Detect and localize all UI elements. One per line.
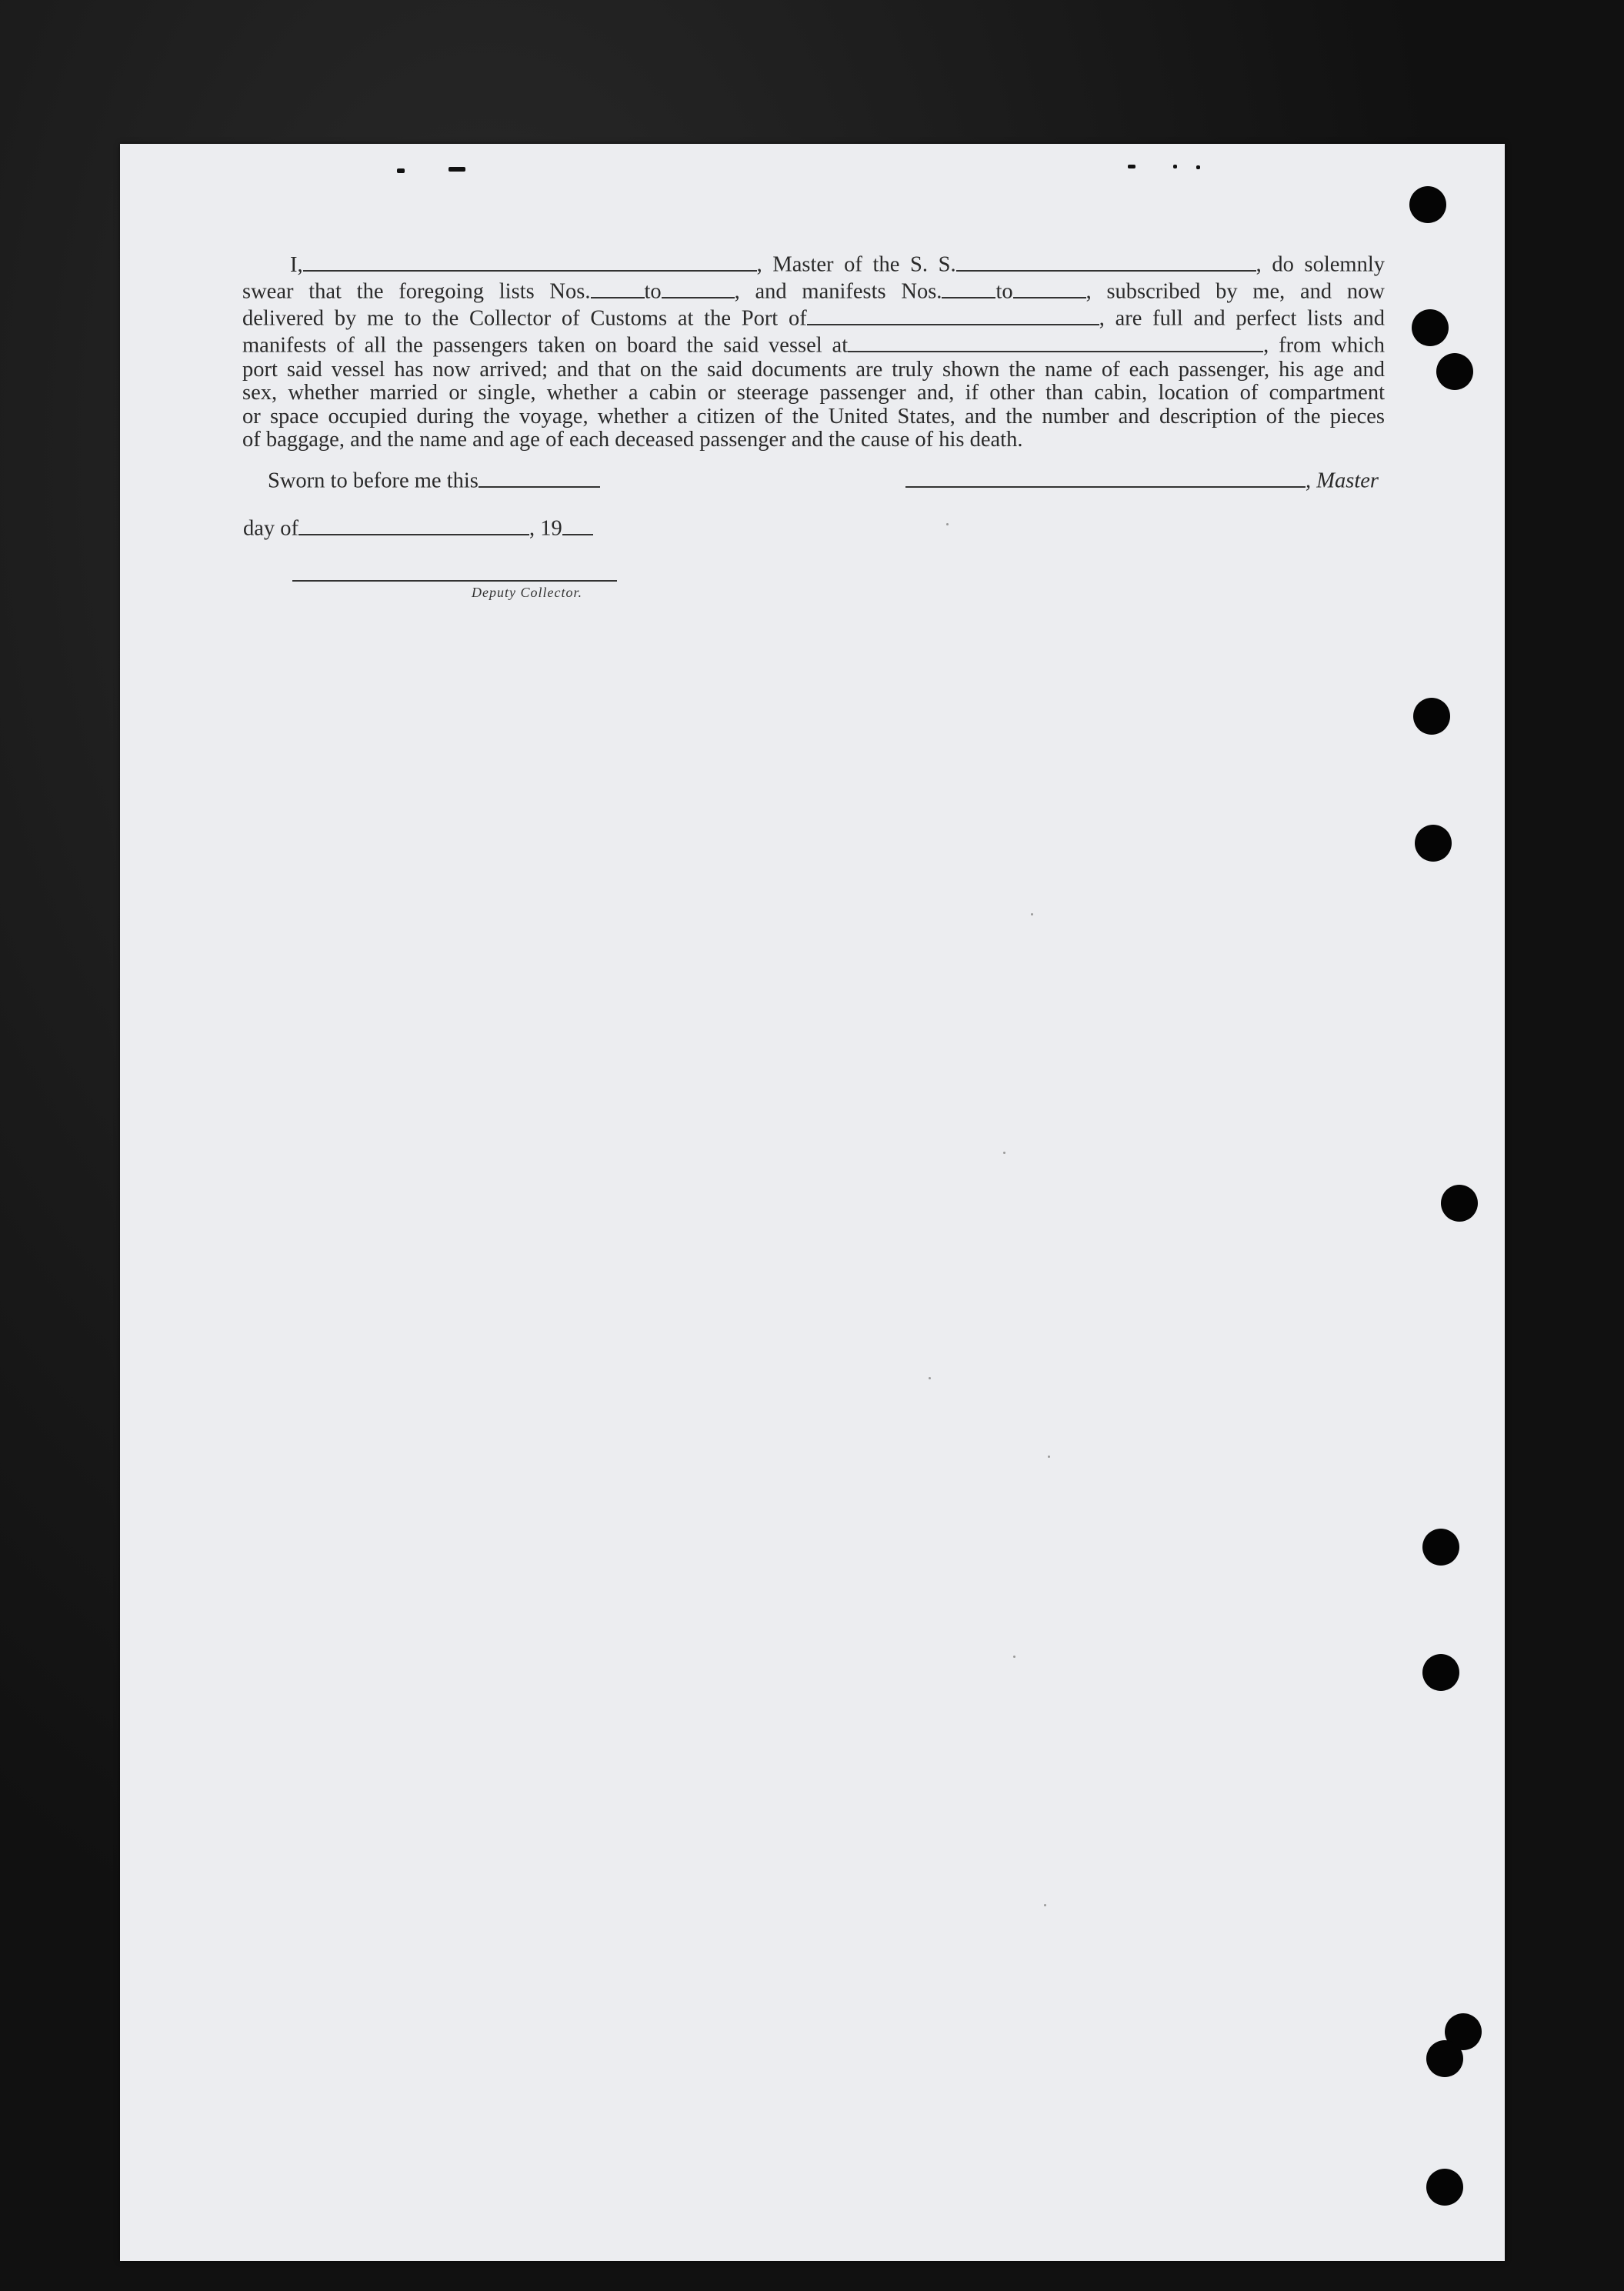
manifests-to-blank [1013, 277, 1086, 298]
oath-text: I, [290, 252, 303, 277]
oath-line-3 [242, 304, 1385, 331]
oath-text: , subscribed by me, and now [1085, 279, 1385, 304]
oath-text: manifests of all the passengers taken on board the said vessel at [242, 334, 849, 358]
paper-speck [1013, 1656, 1015, 1658]
year-label: , 19 [529, 516, 562, 541]
oath-text: swear that the foregoing lists Nos. [242, 279, 591, 304]
master-signature-row [905, 466, 1379, 494]
manifest-form-page [120, 144, 1505, 2261]
sworn-label: Sworn to before me this [268, 469, 479, 493]
sworn-date-blank [479, 466, 600, 488]
ship-name-blank [956, 250, 1256, 272]
ink-mark [1128, 165, 1135, 168]
oath-line-6: sex, whether married or single, whether a cabin or steerage passenger and, if other than cabin, location of compartment [242, 381, 1385, 405]
day-row [243, 514, 593, 542]
punch-hole-icon [1426, 2169, 1463, 2206]
oath-line-7: or space occupied during the voyage, whether a citizen of the United States, and the number and description of the pieces [242, 404, 1385, 429]
oath-text: to [995, 279, 1013, 304]
paper-speck [1048, 1456, 1050, 1458]
port-blank [807, 304, 1099, 325]
manifests-from-blank [942, 277, 995, 298]
oath-text: , do solemnly [1256, 252, 1385, 277]
ink-mark [1173, 165, 1177, 168]
oath-text: , from which [1263, 334, 1385, 358]
deputy-collector-caption: Deputy Collector. [472, 585, 582, 600]
master-signature-blank [905, 466, 1306, 488]
punch-hole-icon [1409, 186, 1446, 223]
punch-hole-icon [1415, 825, 1452, 862]
punch-hole-icon [1413, 698, 1450, 735]
oath-text: , are full and perfect lists and [1099, 306, 1386, 331]
punch-hole-icon [1422, 1529, 1459, 1566]
punch-hole-icon [1441, 1185, 1478, 1222]
master-name-blank [303, 250, 757, 272]
oath-line-2 [242, 277, 1385, 304]
ink-mark [397, 168, 405, 173]
paper-speck [1031, 913, 1033, 915]
oath-text: , and manifests Nos. [734, 279, 942, 304]
year-blank [562, 514, 593, 535]
oath-text: , Master of the S. S. [756, 252, 956, 277]
paper-speck [1044, 1904, 1046, 1906]
sworn-row [268, 466, 600, 494]
oath-line-1 [242, 250, 1385, 277]
deputy-signature-line [292, 580, 617, 582]
oath-line-4 [242, 331, 1385, 358]
ink-mark [1196, 165, 1200, 169]
punch-hole-icon [1412, 309, 1449, 346]
day-month-blank [298, 514, 529, 535]
punch-hole-icon [1422, 1654, 1459, 1691]
punch-hole-icon [1436, 353, 1473, 390]
day-label: day of [243, 516, 299, 541]
oath-text: delivered by me to the Collector of Customs at the Port of [242, 306, 807, 331]
oath-text: to [644, 279, 662, 304]
lists-from-blank [591, 277, 645, 298]
master-label: , Master [1306, 469, 1379, 493]
oath-line-8: of baggage, and the name and age of each deceased passenger and the cause of his death. [242, 428, 1023, 452]
lists-to-blank [662, 277, 735, 298]
ink-mark [449, 167, 465, 172]
paper-speck [1003, 1152, 1005, 1154]
paper-speck [929, 1377, 931, 1379]
oath-line-5: port said vessel has now arrived; and that on the said documents are truly shown the name of each passenger, his age and [242, 357, 1385, 382]
paper-speck [946, 523, 949, 525]
oath-paragraph [242, 250, 1385, 452]
embarkation-blank [848, 331, 1263, 352]
punch-hole-icon [1426, 2040, 1463, 2077]
